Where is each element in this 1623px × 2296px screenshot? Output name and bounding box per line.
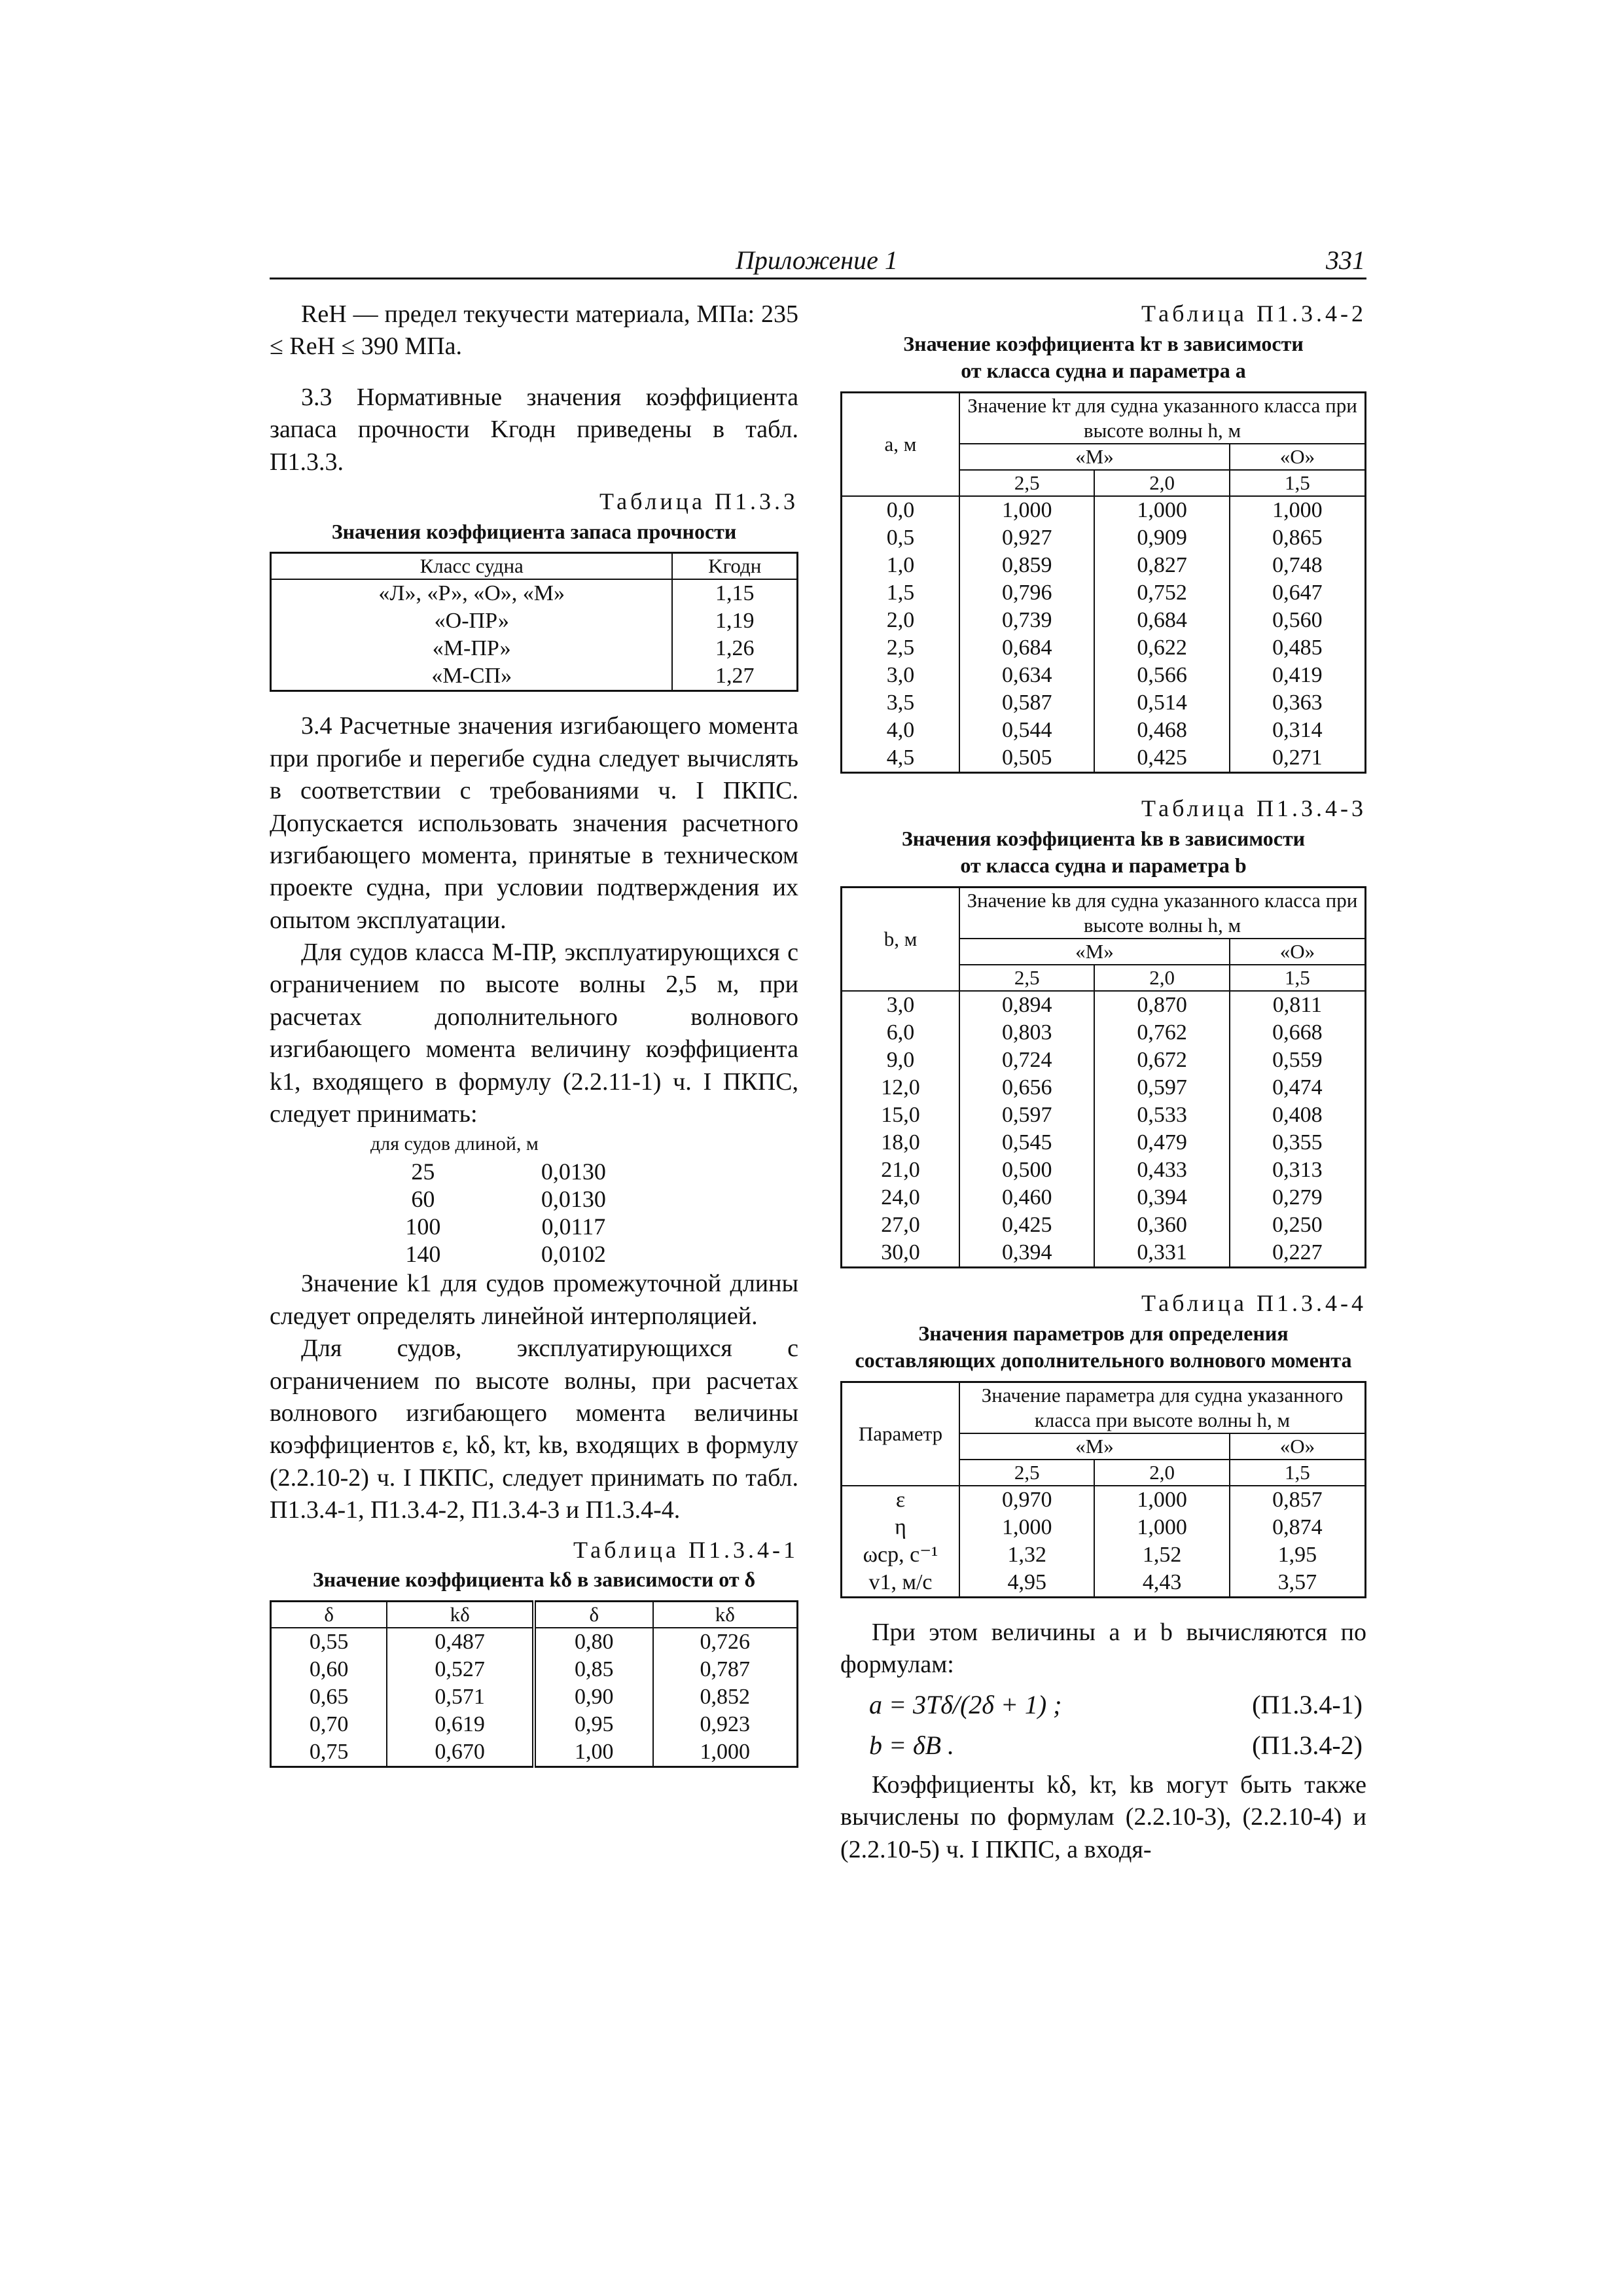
table-cell: 1,000 <box>1094 1486 1229 1514</box>
table-cell: 60 <box>411 1186 435 1213</box>
table-row <box>271 1628 798 1656</box>
h-header: 1,5 <box>1230 965 1366 991</box>
group-header: Значение kв для судна указанного класса при высоте волны h, м <box>959 887 1366 939</box>
table-row <box>368 1240 669 1268</box>
table-cell: 0,656 <box>959 1074 1094 1102</box>
title-line: Значения коэффициента kв в зависимости <box>901 826 1306 850</box>
table-cell: 1,27 <box>672 662 797 691</box>
table-cell: 0,803 <box>959 1019 1094 1047</box>
table-cell: 140 <box>405 1241 441 1268</box>
table-cell: 0,460 <box>959 1184 1094 1211</box>
table-cell: 0,870 <box>1094 991 1229 1019</box>
paragraph-reh: ReH — предел текучести материала, МПа: 235 ≤ ReH ≤ 390 МПа. <box>270 300 798 361</box>
table-row <box>842 1541 1366 1569</box>
table-cell: 0,425 <box>959 1211 1094 1239</box>
table-cell: 0,80 <box>534 1628 653 1656</box>
table-row <box>271 579 798 607</box>
table-cell: 0,566 <box>1094 662 1229 689</box>
table-cell: 0,670 <box>387 1738 534 1767</box>
table-cell: 0,0117 <box>541 1213 606 1240</box>
table-cell: 0,75 <box>271 1738 387 1767</box>
table-cell: 1,000 <box>959 496 1094 524</box>
table-cell: 0,487 <box>387 1628 534 1656</box>
table-cell: 0,360 <box>1094 1211 1229 1239</box>
table-cell: 0,811 <box>1230 991 1366 1019</box>
table-row <box>842 1047 1366 1074</box>
h-header: 1,5 <box>1230 470 1366 496</box>
h-header: 2,0 <box>1094 965 1229 991</box>
table-p1-3-4-2-caption: Таблица П1.3.4-2 <box>1141 300 1366 327</box>
class-o-header: «О» <box>1230 939 1366 965</box>
table-cell: 2,0 <box>842 607 960 634</box>
table-cell: 3,57 <box>1230 1569 1366 1598</box>
table-cell: 1,26 <box>672 635 797 662</box>
table-cell: 2,5 <box>842 634 960 662</box>
table-row <box>842 552 1366 579</box>
table-row <box>842 524 1366 552</box>
table-cell: ε <box>842 1486 960 1514</box>
formula-a-expression: a = 3Tδ/(2δ + 1) ; <box>869 1689 1062 1719</box>
table-cell: 0,250 <box>1230 1211 1366 1239</box>
table-cell: 4,5 <box>842 744 960 773</box>
table-row <box>842 689 1366 717</box>
table-cell: v1, м/с <box>842 1569 960 1598</box>
table-cell: 1,000 <box>653 1738 798 1767</box>
table-row <box>368 1185 669 1213</box>
table-p1-3-3-title: Значения коэффициента запаса прочности <box>331 519 737 543</box>
table-row <box>842 634 1366 662</box>
table-cell: 0,752 <box>1094 579 1229 607</box>
table-row <box>842 991 1366 1019</box>
column-header: Kгодн <box>672 553 797 580</box>
title-line: составляющих дополнительного волнового момента <box>855 1348 1352 1372</box>
table-row <box>368 1213 669 1240</box>
table-p1-3-4-1-title: Значение коэффициента kδ в зависимости от δ <box>312 1568 756 1592</box>
table-cell: 0,852 <box>653 1683 798 1711</box>
table-p1-3-4-2-title <box>840 331 1366 385</box>
table-cell: 0,65 <box>271 1683 387 1711</box>
table-cell: 0,505 <box>959 744 1094 773</box>
table-cell: 0,394 <box>959 1239 1094 1268</box>
formula-a-number: (П1.3.4-1) <box>1252 1689 1363 1719</box>
table-cell: 1,000 <box>1094 496 1229 524</box>
param-header: Параметр <box>842 1382 960 1486</box>
table-cell: 0,865 <box>1230 524 1366 552</box>
table-cell: 3,0 <box>842 991 960 1019</box>
table-cell: 0,279 <box>1230 1184 1366 1211</box>
table-row <box>842 1019 1366 1047</box>
table-cell: 0,668 <box>1230 1019 1366 1047</box>
class-o-header: «О» <box>1230 444 1366 470</box>
table-cell: 0,90 <box>534 1683 653 1711</box>
formula-b-number: (П1.3.4-2) <box>1252 1730 1363 1760</box>
title-line: Значение коэффициента kт в зависимости <box>903 331 1304 355</box>
table-cell: 4,43 <box>1094 1569 1229 1598</box>
table-cell: 0,363 <box>1230 689 1366 717</box>
table-cell: 1,15 <box>672 579 797 607</box>
table-cell: 0,748 <box>1230 552 1366 579</box>
table-cell: 15,0 <box>842 1102 960 1129</box>
h-header: 1,5 <box>1230 1460 1366 1486</box>
table-row <box>842 1569 1366 1598</box>
table-row <box>271 1738 798 1767</box>
running-header <box>270 241 1366 279</box>
table-row <box>271 662 798 691</box>
h-header: 2,5 <box>959 470 1094 496</box>
table-cell: 0,394 <box>1094 1184 1229 1211</box>
table-cell: 0,859 <box>959 552 1094 579</box>
table-cell: 0,587 <box>959 689 1094 717</box>
table-row <box>842 1102 1366 1129</box>
class-m-header: «М» <box>959 444 1230 470</box>
table-cell: 0,314 <box>1230 717 1366 744</box>
table-cell: ωср, с⁻¹ <box>842 1541 960 1569</box>
group-header: Значение параметра для судна указанного класса при высоте волны h, м <box>959 1382 1366 1433</box>
table-cell: 0,597 <box>1094 1074 1229 1102</box>
table-cell: 1,00 <box>534 1738 653 1767</box>
formula-a <box>840 1688 1366 1722</box>
table-cell: 0,313 <box>1230 1157 1366 1184</box>
formula-b-expression: b = δB . <box>869 1730 955 1760</box>
class-m-header: «М» <box>959 1433 1230 1460</box>
table-row <box>842 1184 1366 1211</box>
table-p1-3-4-3-caption: Таблица П1.3.4-3 <box>1141 795 1366 821</box>
table-cell: 0,468 <box>1094 717 1229 744</box>
table-p1-3-4-1 <box>270 1600 798 1768</box>
table-cell: 0,597 <box>959 1102 1094 1129</box>
table-row <box>842 496 1366 524</box>
table-cell: 0,85 <box>534 1656 653 1683</box>
table-cell: 0,227 <box>1230 1239 1366 1268</box>
k1-values-list <box>368 1130 669 1268</box>
table-cell: 0,0130 <box>541 1158 606 1185</box>
table-cell: 0,927 <box>959 524 1094 552</box>
table-cell: 0,408 <box>1230 1102 1366 1129</box>
group-header: Значение kт для судна указанного класса при высоте волны h, м <box>959 392 1366 444</box>
paragraph-formulas-intro: При этом величины a и b вычисляются по формулам: <box>840 1618 1366 1679</box>
table-cell: η <box>842 1514 960 1541</box>
table-cell: 0,559 <box>1230 1047 1366 1074</box>
formula-b <box>840 1729 1366 1763</box>
table-cell: 0,909 <box>1094 524 1229 552</box>
table-cell: 0,331 <box>1094 1239 1229 1268</box>
table-cell: 18,0 <box>842 1129 960 1157</box>
table-p1-3-4-4-caption: Таблица П1.3.4-4 <box>1141 1289 1366 1316</box>
table-cell: 0,271 <box>1230 744 1366 773</box>
table-p1-3-4-4 <box>840 1381 1366 1598</box>
table-cell: 3,0 <box>842 662 960 689</box>
table-cell: 0,544 <box>959 717 1094 744</box>
right-column <box>840 298 1366 1866</box>
column-header: δ <box>534 1601 653 1628</box>
table-cell: 0,874 <box>1230 1514 1366 1541</box>
table-p1-3-3 <box>270 552 798 692</box>
table-cell: 0,571 <box>387 1683 534 1711</box>
table-cell: 1,95 <box>1230 1541 1366 1569</box>
paragraph-3-3: 3.3 Нормативные значения коэффициента запаса прочности Kгодн приведены в табл. П1.3.3. <box>270 383 798 476</box>
table-cell: 3,5 <box>842 689 960 717</box>
table-cell: 0,479 <box>1094 1129 1229 1157</box>
table-cell: 0,684 <box>959 634 1094 662</box>
table-cell: 0,857 <box>1230 1486 1366 1514</box>
table-p1-3-4-3-title <box>840 825 1366 880</box>
table-cell: 0,527 <box>387 1656 534 1683</box>
table-cell: 0,425 <box>1094 744 1229 773</box>
table-cell: 0,827 <box>1094 552 1229 579</box>
table-cell: 0,796 <box>959 579 1094 607</box>
table-row <box>842 717 1366 744</box>
table-row <box>842 744 1366 773</box>
table-cell: 0,684 <box>1094 607 1229 634</box>
title-line: от класса судна и параметра b <box>960 853 1247 878</box>
table-cell: 4,0 <box>842 717 960 744</box>
table-p1-3-4-2 <box>840 391 1366 774</box>
title-line: Значения параметров для определения <box>918 1321 1289 1345</box>
table-p1-3-3-caption: Таблица П1.3.3 <box>599 488 798 514</box>
paragraph-m-pr: Для судов класса М-ПР, эксплуатирующихся с ограничением по высоте волны 2,5 м, при расчетах дополнительного волнового изгибающего момента величину коэффициента k1, входящего в формулу (2.2.11-1) ч. I ПКПС, следует принимать: <box>270 939 799 1128</box>
table-cell: 0,514 <box>1094 689 1229 717</box>
paragraph-restriction: Для судов, эксплуатирующихся с ограничением по высоте волны, при расчетах волнового изгибающего момента величины коэффициентов ε, kδ, kт, kв, входящих в формулу (2.2.10-2) ч. I ПКПС, следует принимать по табл. П1.3.4-1, П1.3.4-2, П1.3.4-3 и П1.3.4-4. <box>270 1335 798 1524</box>
table-row <box>842 1486 1366 1514</box>
table-cell: 0,70 <box>271 1711 387 1738</box>
paragraph-coefficients: Коэффициенты kδ, kт, kв могут быть также вычислены по формулам (2.2.10-3), (2.2.10-4) и (2.2.10-5) ч. I ПКПС, а входя- <box>840 1770 1366 1863</box>
table-cell: 27,0 <box>842 1211 960 1239</box>
table-cell: 1,5 <box>842 579 960 607</box>
table-cell: 9,0 <box>842 1047 960 1074</box>
table-cell: 24,0 <box>842 1184 960 1211</box>
h-header: 2,5 <box>959 1460 1094 1486</box>
class-m-header: «М» <box>959 939 1230 965</box>
paragraph-interpolation: Значение k1 для судов промежуточной длины следует определять линейной интерполяцией. <box>270 1270 798 1330</box>
column-header: kδ <box>653 1601 798 1628</box>
table-cell: 0,634 <box>959 662 1094 689</box>
table-cell: 0,672 <box>1094 1047 1229 1074</box>
column-header: Класс судна <box>271 553 673 580</box>
table-cell: 4,95 <box>959 1569 1094 1598</box>
table-cell: 1,000 <box>959 1514 1094 1541</box>
table-cell: 1,000 <box>1094 1514 1229 1541</box>
table-cell: 0,5 <box>842 524 960 552</box>
table-cell: 100 <box>405 1213 441 1240</box>
table-row <box>842 1074 1366 1102</box>
table-cell: «М-СП» <box>271 662 673 691</box>
table-row <box>271 635 798 662</box>
table-cell: 0,560 <box>1230 607 1366 634</box>
page-number: 331 <box>1326 245 1365 275</box>
param-header: b, м <box>842 887 960 991</box>
k1-list-header: для судов длиной, м <box>370 1133 539 1155</box>
table-cell: 0,0130 <box>541 1186 606 1213</box>
table-cell: «М-ПР» <box>271 635 673 662</box>
table-cell: 0,726 <box>653 1628 798 1656</box>
table-row <box>368 1158 669 1185</box>
table-cell: 0,622 <box>1094 634 1229 662</box>
table-cell: 0,762 <box>1094 1019 1229 1047</box>
table-p1-3-4-1-caption: Таблица П1.3.4-1 <box>573 1536 798 1563</box>
table-cell: 21,0 <box>842 1157 960 1184</box>
table-cell: 1,0 <box>842 552 960 579</box>
table-cell: 0,787 <box>653 1656 798 1683</box>
table-cell: 1,19 <box>672 607 797 635</box>
table-cell: 0,60 <box>271 1656 387 1683</box>
table-row <box>842 1514 1366 1541</box>
table-row <box>842 579 1366 607</box>
table-cell: 0,500 <box>959 1157 1094 1184</box>
table-row <box>842 1211 1366 1239</box>
table-cell: «О-ПР» <box>271 607 673 635</box>
table-cell: 0,0 <box>842 496 960 524</box>
table-cell: 12,0 <box>842 1074 960 1102</box>
table-row <box>271 1711 798 1738</box>
header-title: Приложение 1 <box>736 245 898 275</box>
table-cell: 0,647 <box>1230 579 1366 607</box>
table-row <box>271 1683 798 1711</box>
table-row <box>842 607 1366 634</box>
class-o-header: «О» <box>1230 1433 1366 1460</box>
table-cell: 0,724 <box>959 1047 1094 1074</box>
title-line: от класса судна и параметра a <box>961 359 1246 383</box>
table-cell: 0,545 <box>959 1129 1094 1157</box>
table-cell: 0,739 <box>959 607 1094 634</box>
table-row <box>842 1157 1366 1184</box>
table-cell: 1,32 <box>959 1541 1094 1569</box>
table-cell: 0,474 <box>1230 1074 1366 1102</box>
table-cell: «Л», «Р», «О», «М» <box>271 579 673 607</box>
table-row <box>271 1656 798 1683</box>
table-cell: 1,000 <box>1230 496 1366 524</box>
column-header: kδ <box>387 1601 534 1628</box>
table-cell: 30,0 <box>842 1239 960 1268</box>
table-cell: 1,52 <box>1094 1541 1229 1569</box>
param-header: a, м <box>842 392 960 496</box>
h-header: 2,5 <box>959 965 1094 991</box>
table-row <box>271 607 798 635</box>
table-cell: 0,355 <box>1230 1129 1366 1157</box>
table-cell: 0,485 <box>1230 634 1366 662</box>
table-row <box>842 1239 1366 1268</box>
table-cell: 0,55 <box>271 1628 387 1656</box>
h-header: 2,0 <box>1094 470 1229 496</box>
table-cell: 0,95 <box>534 1711 653 1738</box>
table-cell: 0,533 <box>1094 1102 1229 1129</box>
table-cell: 0,619 <box>387 1711 534 1738</box>
table-cell: 0,970 <box>959 1486 1094 1514</box>
left-column <box>270 298 798 1768</box>
table-p1-3-4-4-title <box>840 1320 1366 1374</box>
h-header: 2,0 <box>1094 1460 1229 1486</box>
table-row <box>842 662 1366 689</box>
table-cell: 0,433 <box>1094 1157 1229 1184</box>
table-cell: 0,894 <box>959 991 1094 1019</box>
table-cell: 0,0102 <box>541 1241 606 1268</box>
table-cell: 6,0 <box>842 1019 960 1047</box>
table-cell: 0,419 <box>1230 662 1366 689</box>
table-cell: 0,923 <box>653 1711 798 1738</box>
table-cell: 25 <box>411 1158 435 1185</box>
column-header: δ <box>271 1601 387 1628</box>
table-p1-3-4-3 <box>840 886 1366 1268</box>
table-row <box>842 1129 1366 1157</box>
paragraph-3-4: 3.4 Расчетные значения изгибающего момента при прогибе и перегибе судна следует вычислять в соответствии с требованиями ч. I ПКПС. Допускается использовать значения расчетного изгибающего момента, принятые в техническом проекте судна, при условии подтверждения их опытом эксплуатации. <box>270 712 798 934</box>
